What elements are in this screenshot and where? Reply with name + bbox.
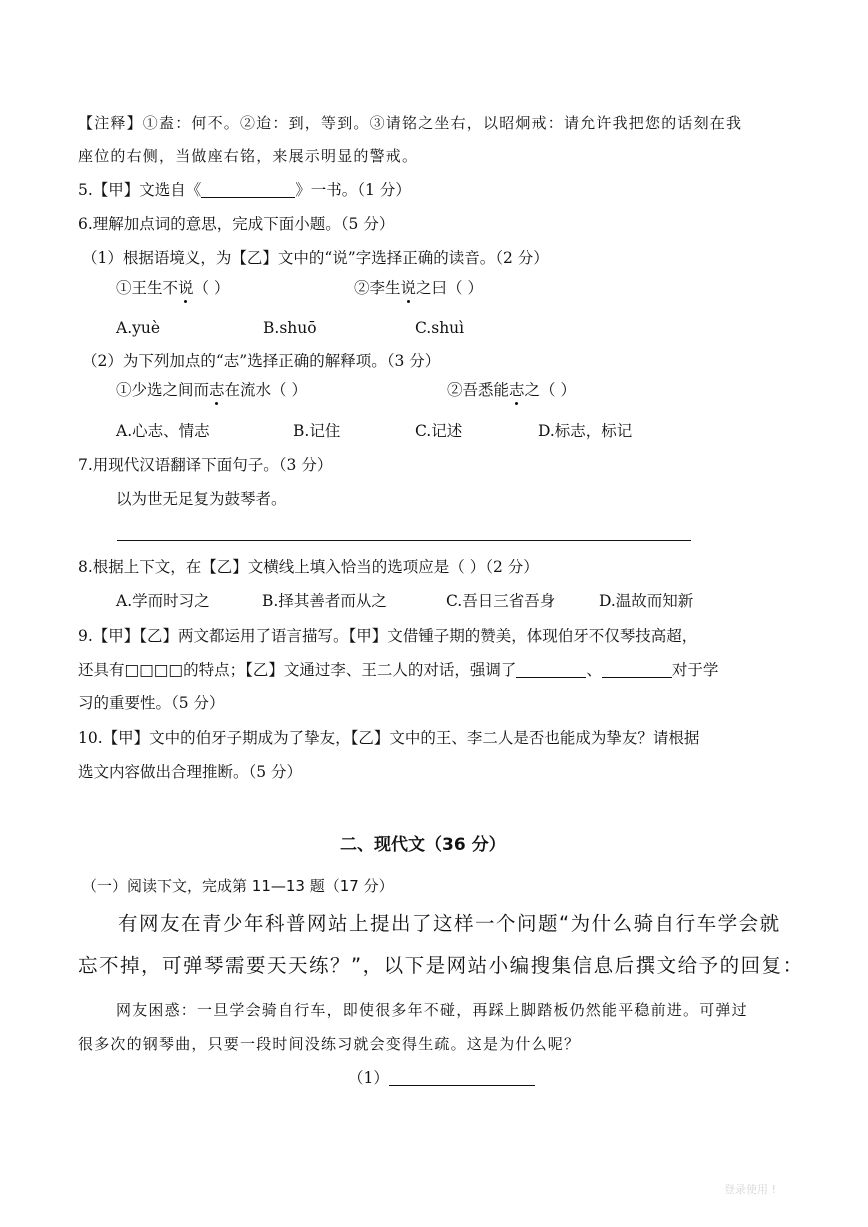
question-6-sub1-item2 [354, 278, 483, 298]
option-a: A.心志、情志 [116, 422, 210, 440]
notes-line-1: 【注释】①盍：何不。②迨：到，等到。③请铭之坐右，以昭炯戒：请允许我把您的话刻在我 [78, 114, 743, 132]
question-5-suffix: 》一书。（1 分） [295, 181, 411, 199]
question-10-line-2: 选文内容做出合理推断。（5 分） [78, 763, 303, 781]
answer-bracket[interactable]: 之曰（ ） [416, 279, 483, 297]
item-text: ①王生不 [116, 279, 179, 297]
section-title: 二、现代文（36 分） [340, 835, 506, 855]
dotted-character: 说 [400, 279, 417, 297]
answer-bracket[interactable]: （ ） [193, 279, 230, 297]
question-9-line-2 [78, 660, 718, 680]
question-7-title: 7.用现代汉语翻译下面句子。（3 分） [78, 456, 333, 474]
option-c: C.吾日三省吾身 [446, 592, 556, 610]
option-d: D.标志，标记 [538, 422, 633, 440]
question-5 [78, 180, 411, 200]
item-text: ②吾悉能 [447, 381, 510, 399]
question-8-title: 8.根据上下文，在【乙】文横线上填入恰当的选项应是（ ）（2 分） [78, 558, 539, 576]
separator: 、 [586, 661, 602, 679]
intro-line-2: 忘不掉，可弹琴需要天天练？”，以下是网站小编搜集信息后撰文给予的回复： [78, 954, 804, 977]
option-a: A.yuè [116, 319, 161, 337]
subheading-blank-line[interactable] [389, 1069, 535, 1086]
question-6-sub2-item1 [116, 380, 307, 400]
subheading-blank [348, 1068, 535, 1088]
question-10-line-1: 10.【甲】文中的伯牙子期成为了挚友，【乙】文中的王、李二人是否也能成为挚友？请根据 [78, 729, 700, 747]
dotted-character: 志 [509, 381, 525, 399]
question-9-blank-2[interactable] [602, 661, 672, 678]
question-5-prefix: 5.【甲】文选自《 [78, 181, 202, 199]
notes-line-2: 座位的右侧，当做座右铭，来展示明显的警戒。 [78, 147, 419, 165]
question-9-line-1: 9.【甲】【乙】两文都运用了语言描写。【甲】文借锺子期的赞美，体现伯牙不仅琴技高超， [78, 627, 698, 645]
question-9-blank-1[interactable] [516, 661, 586, 678]
subheading-label: （1） [348, 1069, 389, 1087]
confusion-line-2: 很多次的钢琴曲，只要一段时间没练习就会变得生疏。这是为什么呢？ [78, 1035, 581, 1053]
question-6-sub2-item2 [447, 380, 576, 400]
question-9-line-3: 习的重要性。（5 分） [78, 694, 225, 712]
item-text: ①少选之间而 [116, 381, 210, 399]
question-6-sub2-title: （2）为下列加点的“志”选择正确的解释项。（3 分） [82, 352, 441, 370]
question-7-sentence: 以为世无足复为鼓琴者。 [116, 490, 287, 508]
option-b: B.shuō [263, 319, 317, 337]
answer-bracket[interactable]: 之（ ） [524, 381, 576, 399]
option-b: B.择其善者而从之 [262, 592, 387, 610]
option-c: C.记述 [415, 422, 463, 440]
question-5-blank[interactable] [201, 181, 295, 198]
question-9-text: 对于学 [671, 661, 719, 679]
intro-line-1: 有网友在青少年科普网站上提出了这样一个问题“为什么骑自行车学会就 [118, 912, 781, 935]
item-text: ②李生 [354, 279, 401, 297]
question-6-sub1-item1 [116, 278, 229, 298]
option-c: C.shuì [415, 319, 465, 337]
option-d: D.温故而知新 [599, 592, 694, 610]
option-b: B.记住 [293, 422, 341, 440]
question-9-text: 还具有□□□□的特点；【乙】文通过李、王二人的对话，强调了 [78, 661, 517, 679]
option-a: A.学而时习之 [116, 592, 210, 610]
answer-bracket[interactable]: 在流水（ ） [224, 381, 307, 399]
dotted-character: 志 [209, 381, 225, 399]
question-6-sub1-title: （1）根据语境义，为【乙】文中的“说”字选择正确的读音。（2 分） [82, 249, 549, 267]
question-6-title: 6.理解加点词的意思，完成下面小题。（5 分） [78, 215, 395, 233]
dotted-character: 说 [178, 279, 194, 297]
part-title: （一）阅读下文，完成第 11—13 题（17 分） [82, 877, 394, 895]
confusion-line-1: 网友困惑：一旦学会骑自行车，即使很多年不碰，再踩上脚踏板仍然能平稳前进。可弹过 [116, 1001, 748, 1019]
answer-line[interactable] [117, 540, 691, 541]
watermark: 登录使用 ! [724, 1183, 776, 1196]
